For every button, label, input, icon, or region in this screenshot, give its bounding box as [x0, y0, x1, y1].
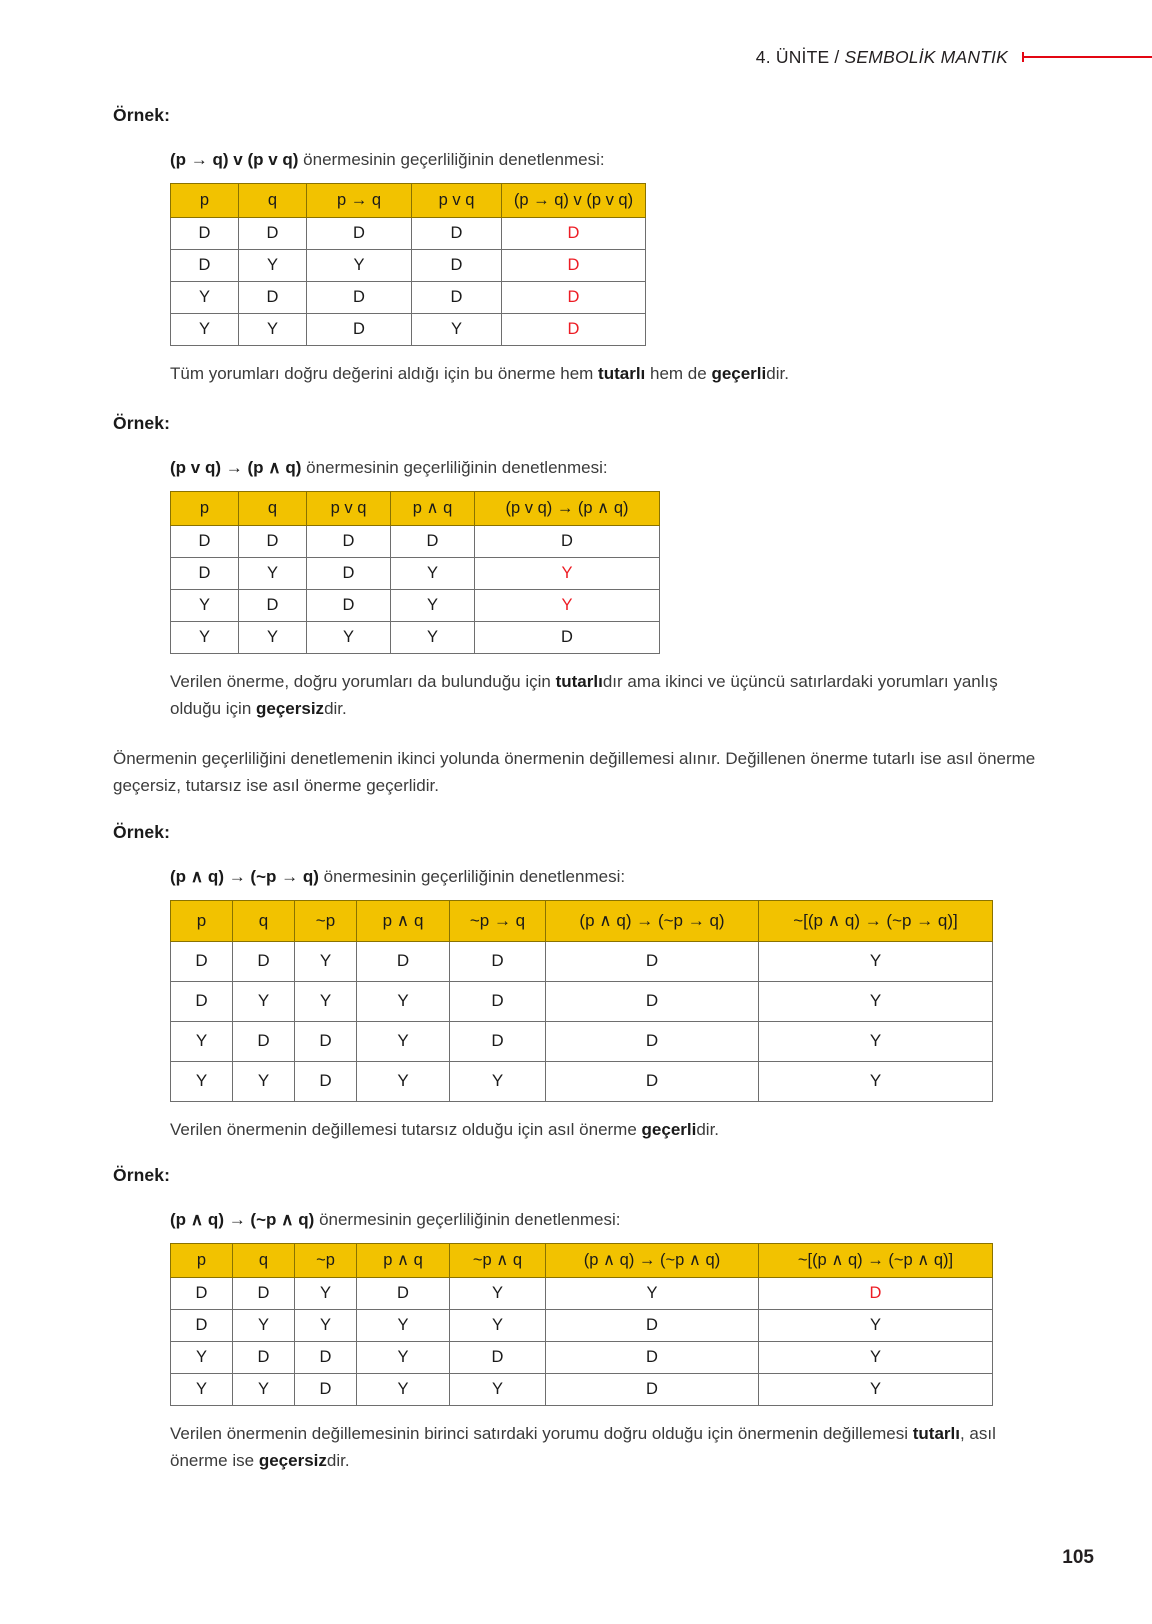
table-column-header: (p ∧ q) → (~p ∧ q): [546, 1243, 759, 1277]
table-cell: Y: [171, 313, 239, 345]
table-column-header: p: [171, 1243, 233, 1277]
emphasis-term: geçerli: [711, 363, 767, 383]
table-column-header: ~[(p ∧ q) → (~p ∧ q)]: [759, 1243, 993, 1277]
table-cell: D: [357, 1277, 450, 1309]
table-column-header: q: [233, 900, 295, 941]
table-cell: Y: [759, 1373, 993, 1405]
example-2-heading: Örnek:: [113, 413, 171, 434]
emphasis-term: geçersiz: [258, 1451, 327, 1471]
emphasis-term: geçersiz: [256, 699, 325, 719]
table-row: [171, 557, 660, 589]
table-row: [171, 1341, 993, 1373]
text-run: Verilen önerme, doğru yorumları da bulunduğu için: [170, 671, 556, 691]
table-cell: Y: [295, 1277, 357, 1309]
example-4-conclusion: [170, 1420, 1039, 1475]
table-cell: Y: [239, 557, 307, 589]
text-run: , asıl önerme ise: [170, 1423, 996, 1471]
example-3-formula: (p ∧ q) → (~p → q): [170, 866, 319, 886]
table-cell: D: [171, 1277, 233, 1309]
table-cell: Y: [295, 981, 357, 1021]
table-cell: Y: [171, 589, 239, 621]
running-header: [0, 42, 1152, 72]
emphasis-term: tutarlı: [598, 363, 646, 383]
example-3-body: [170, 865, 1039, 1143]
table-column-header: ~p → q: [450, 900, 546, 941]
text-run: hem de: [645, 363, 712, 383]
table-cell: D: [171, 249, 239, 281]
table-column-header: (p v q) → (p ∧ q): [475, 491, 660, 525]
table-cell: D: [307, 217, 412, 249]
table-row: [171, 281, 646, 313]
example-1-conclusion: [170, 360, 1039, 388]
table-cell: Y: [171, 1021, 233, 1061]
table-column-header: (p → q) v (p v q): [502, 183, 646, 217]
example-3-lead-rest: önermesinin geçerliliğinin denetlenmesi:: [318, 866, 626, 886]
example-2-formula: (p v q) → (p ∧ q): [170, 458, 302, 478]
table-row: [171, 589, 660, 621]
spacer: [113, 800, 1039, 822]
table-cell: D: [239, 217, 307, 249]
example-1-heading: Örnek:: [113, 105, 171, 125]
table-cell: D: [307, 589, 391, 621]
table-column-header: ~[(p ∧ q) → (~p → q)]: [759, 900, 993, 941]
table-header-row: [171, 183, 646, 217]
table-cell: Y: [357, 1373, 450, 1405]
spacer: [113, 1143, 1039, 1165]
table-row: [171, 1309, 993, 1341]
table-cell: D: [171, 217, 239, 249]
text-run: dir.: [766, 363, 789, 383]
table-cell: Y: [171, 281, 239, 313]
table-cell: D: [171, 981, 233, 1021]
table-column-header: p ∧ q: [357, 1243, 450, 1277]
table-cell: Y: [759, 1341, 993, 1373]
table-cell: D: [295, 1061, 357, 1101]
table-cell: D: [171, 1309, 233, 1341]
table-cell: D: [233, 1021, 295, 1061]
text-run: dir.: [324, 699, 347, 719]
table-cell: Y: [171, 1061, 233, 1101]
table-cell: Y: [295, 1309, 357, 1341]
text-run: Verilen önermenin değillemesinin birinci satırdaki yorumu doğru olduğu için önermenin değillemesi: [170, 1423, 913, 1443]
table-cell: D: [239, 281, 307, 313]
table-cell: Y: [357, 1021, 450, 1061]
table-cell: Y: [450, 1277, 546, 1309]
example-2-lead: [170, 456, 1039, 481]
table-row: [171, 1277, 993, 1309]
table-cell: Y: [450, 1061, 546, 1101]
table-column-header: p ∧ q: [391, 491, 475, 525]
example-3-conclusion: [170, 1116, 1039, 1144]
text-run: dir.: [696, 1119, 720, 1139]
table-column-header: p: [171, 183, 239, 217]
table-cell: D: [233, 941, 295, 981]
table-cell: D: [546, 1021, 759, 1061]
table-cell: D: [502, 217, 646, 249]
table-cell: D: [357, 941, 450, 981]
text-run: Tüm yorumları doğru değerini aldığı için bu önerme hem: [170, 363, 599, 383]
table-cell: Y: [233, 981, 295, 1021]
table-column-header: q: [233, 1243, 295, 1277]
table-cell: D: [171, 525, 239, 557]
example-1-lead-rest: önermesinin geçerliliğinin denetlenmesi:: [298, 150, 605, 169]
table-cell: Y: [759, 1021, 993, 1061]
example-1-body: [170, 148, 1039, 387]
table-cell: D: [307, 525, 391, 557]
table-row: [171, 1061, 993, 1101]
table-cell: Y: [450, 1309, 546, 1341]
table-cell: D: [450, 941, 546, 981]
table-cell: Y: [391, 557, 475, 589]
table-header-row: [171, 1243, 993, 1277]
table-cell: D: [502, 281, 646, 313]
table-cell: Y: [307, 249, 412, 281]
table-cell: D: [239, 589, 307, 621]
table-cell: D: [546, 941, 759, 981]
table-cell: Y: [233, 1373, 295, 1405]
table-column-header: p v q: [412, 183, 502, 217]
table-row: [171, 313, 646, 345]
example-3-heading: Örnek:: [113, 821, 171, 842]
section-example-2: [113, 413, 1039, 723]
header-title: [756, 47, 1008, 68]
table-cell: Y: [475, 589, 660, 621]
table-body: [171, 525, 660, 653]
page-number: 105: [1062, 1547, 1094, 1568]
truth-table-1: [170, 183, 646, 346]
table-cell: D: [171, 557, 239, 589]
table-row: [171, 1021, 993, 1061]
table-cell: D: [295, 1341, 357, 1373]
table-cell: Y: [391, 621, 475, 653]
section-example-1: [113, 105, 1039, 387]
table-cell: D: [450, 981, 546, 1021]
emphasis-term: geçerli: [641, 1119, 697, 1139]
spacer: [113, 387, 1039, 413]
table-cell: D: [391, 525, 475, 557]
table-cell: D: [307, 281, 412, 313]
table-cell: D: [759, 1277, 993, 1309]
table-cell: Y: [357, 1309, 450, 1341]
table-row: [171, 941, 993, 981]
table-cell: D: [239, 525, 307, 557]
table-cell: Y: [475, 557, 660, 589]
table-cell: D: [475, 525, 660, 557]
method-paragraph: Önermenin geçerliliğini denetlemenin ikinci yolunda önermenin değillemesi alınır. Değillenen önerme tutarlı ise asıl önerme geçersiz, tutarsız ise asıl önerme geçerlidir.: [113, 748, 1036, 796]
table-cell: Y: [357, 1061, 450, 1101]
table-cell: D: [546, 1373, 759, 1405]
table-cell: Y: [295, 941, 357, 981]
table-cell: D: [295, 1021, 357, 1061]
header-topic-label: SEMBOLİK MANTIK: [844, 46, 1008, 67]
table-cell: Y: [391, 589, 475, 621]
truth-table-2: [170, 491, 660, 654]
table-cell: D: [450, 1021, 546, 1061]
truth-table-4: [170, 1243, 993, 1406]
table-row: [171, 525, 660, 557]
table-cell: D: [307, 313, 412, 345]
table-cell: Y: [233, 1309, 295, 1341]
table-cell: D: [502, 249, 646, 281]
table-column-header: ~p: [295, 1243, 357, 1277]
table-cell: Y: [171, 1373, 233, 1405]
table-cell: D: [233, 1277, 295, 1309]
table-row: [171, 1373, 993, 1405]
table-row: [171, 249, 646, 281]
section-example-3: [113, 822, 1039, 1143]
table-cell: Y: [239, 313, 307, 345]
table-column-header: ~p: [295, 900, 357, 941]
table-body: [171, 1277, 993, 1405]
table-cell: Y: [239, 249, 307, 281]
table-cell: Y: [412, 313, 502, 345]
table-cell: Y: [171, 621, 239, 653]
table-column-header: p v q: [307, 491, 391, 525]
table-cell: Y: [357, 1341, 450, 1373]
example-2-lead-rest: önermesinin geçerliliğinin denetlenmesi:: [301, 458, 608, 478]
table-cell: D: [412, 281, 502, 313]
table-column-header: p: [171, 900, 233, 941]
table-cell: D: [546, 1309, 759, 1341]
page-content: [113, 105, 1039, 1475]
truth-table-3: [170, 900, 993, 1102]
table-cell: Y: [307, 621, 391, 653]
table-cell: Y: [450, 1373, 546, 1405]
table-cell: D: [450, 1341, 546, 1373]
table-column-header: p → q: [307, 183, 412, 217]
table-column-header: q: [239, 491, 307, 525]
emphasis-term: tutarlı: [912, 1423, 960, 1443]
emphasis-term: tutarlı: [555, 671, 603, 691]
example-1-lead: [170, 148, 1039, 173]
table-cell: D: [171, 941, 233, 981]
spacer: [113, 723, 1039, 745]
text-run: dir.: [326, 1451, 350, 1471]
table-cell: D: [233, 1341, 295, 1373]
table-row: [171, 621, 660, 653]
table-cell: Y: [546, 1277, 759, 1309]
table-cell: D: [546, 981, 759, 1021]
table-cell: D: [475, 621, 660, 653]
table-cell: Y: [171, 1341, 233, 1373]
table-body: [171, 941, 993, 1101]
section-example-4: [113, 1165, 1039, 1475]
table-column-header: p: [171, 491, 239, 525]
table-row: [171, 981, 993, 1021]
table-header-row: [171, 900, 993, 941]
table-body: [171, 217, 646, 345]
table-cell: D: [546, 1061, 759, 1101]
header-unit-label: 4. ÜNİTE /: [755, 46, 840, 67]
example-4-body: [170, 1208, 1039, 1475]
table-cell: D: [502, 313, 646, 345]
header-accent-rule: [1022, 56, 1152, 58]
table-cell: D: [412, 217, 502, 249]
example-4-heading: Örnek:: [113, 1165, 171, 1186]
table-header-row: [171, 491, 660, 525]
example-3-lead: [170, 865, 1039, 890]
table-cell: Y: [239, 621, 307, 653]
example-1-formula: (p → q) v (p v q): [170, 150, 299, 169]
table-cell: Y: [357, 981, 450, 1021]
table-cell: D: [546, 1341, 759, 1373]
table-column-header: ~p ∧ q: [450, 1243, 546, 1277]
example-4-lead-rest: önermesinin geçerliliğinin denetlenmesi:: [314, 1210, 621, 1230]
example-4-formula: (p ∧ q) → (~p ∧ q): [170, 1210, 315, 1230]
text-run: Verilen önermenin değillemesi tutarsız olduğu için asıl önerme: [170, 1119, 642, 1139]
table-cell: D: [307, 557, 391, 589]
table-cell: Y: [759, 941, 993, 981]
text-run: dır ama ikinci ve üçüncü satırlardaki yorumları yanlış olduğu için: [170, 671, 998, 719]
table-row: [171, 217, 646, 249]
table-cell: Y: [759, 1061, 993, 1101]
table-column-header: p ∧ q: [357, 900, 450, 941]
example-2-body: [170, 456, 1039, 723]
table-cell: D: [295, 1373, 357, 1405]
table-cell: D: [412, 249, 502, 281]
table-column-header: (p ∧ q) → (~p → q): [546, 900, 759, 941]
table-column-header: q: [239, 183, 307, 217]
table-cell: Y: [759, 981, 993, 1021]
table-cell: Y: [759, 1309, 993, 1341]
example-2-conclusion: [170, 668, 1039, 723]
table-cell: Y: [233, 1061, 295, 1101]
example-4-lead: [170, 1208, 1039, 1233]
